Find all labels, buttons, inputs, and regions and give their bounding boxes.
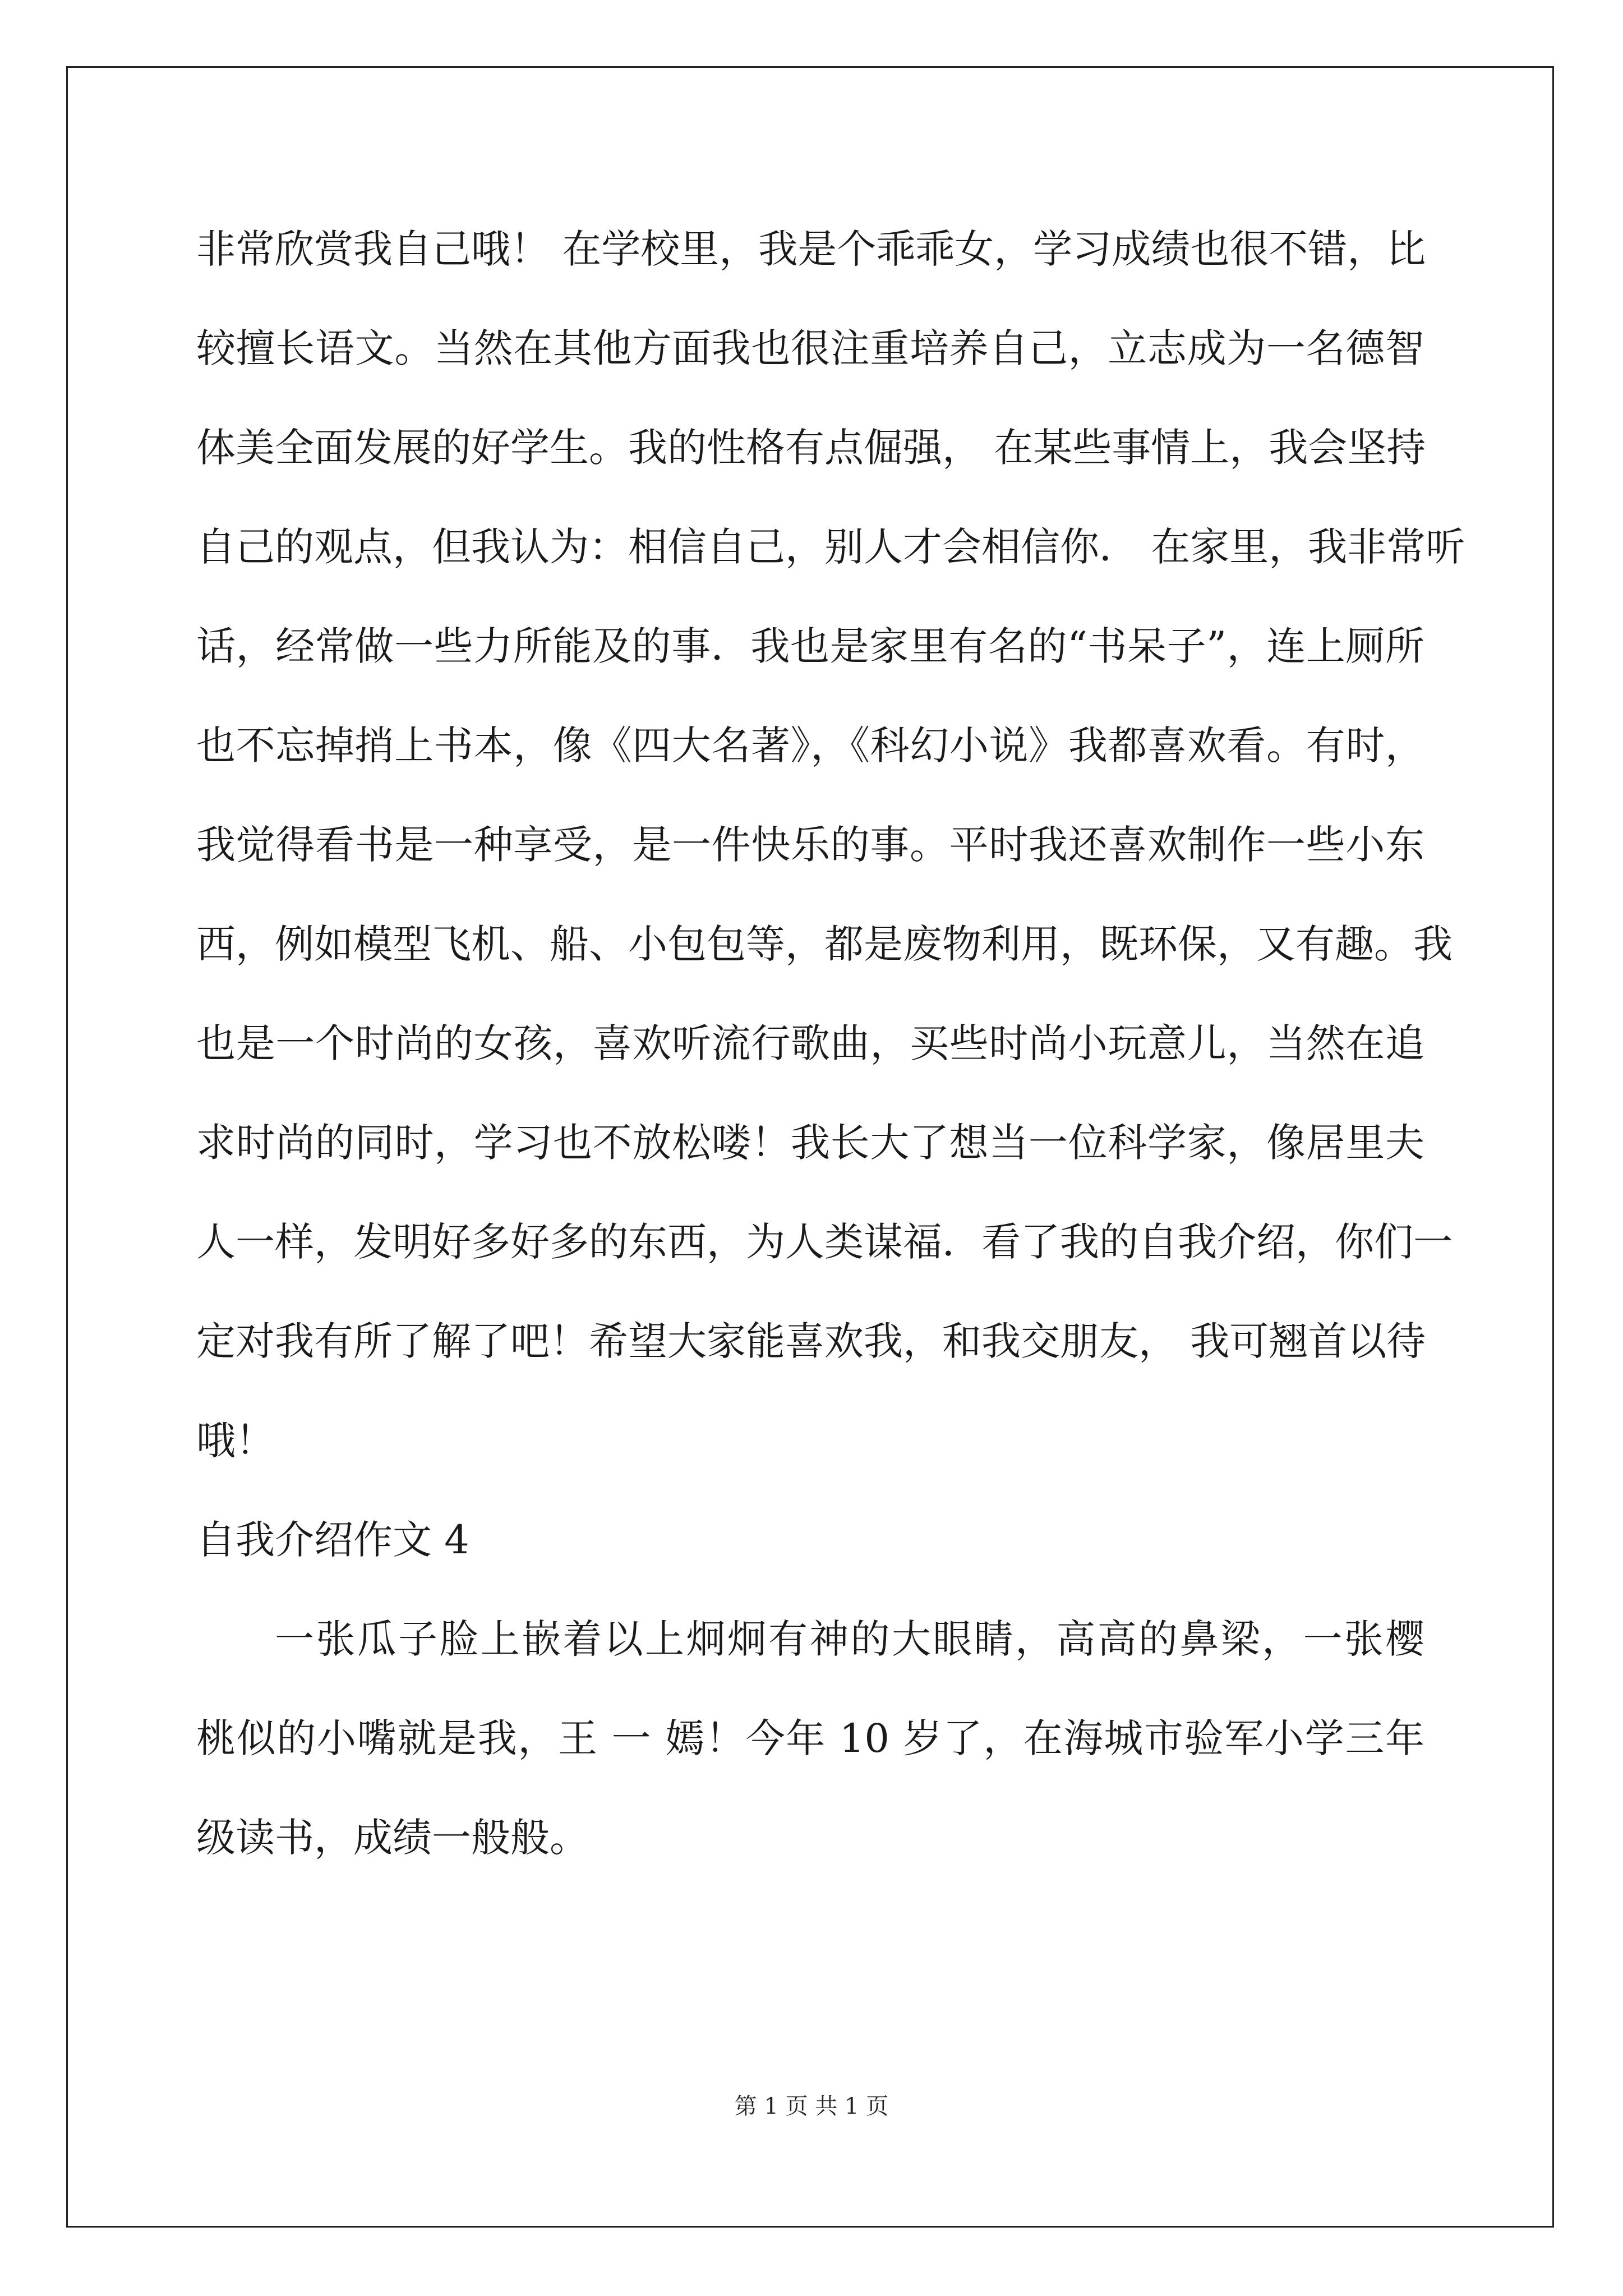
paragraph-line: 西，例如模型飞机、船、小包包等，都是废物利用，既环保，又有趣。我 [196, 921, 1453, 967]
paragraph-line: 人一样，发明好多好多的东西，为人类谋福．看了我的自我介绍，你们一 [196, 1219, 1453, 1265]
paragraph-line: 话，经常做一些力所能及的事．我也是家里有名的“书呆子”，连上厕所 [196, 623, 1424, 669]
paragraph-line: 桃似的小嘴就是我，王 一 嫣！今年 10 岁了，在海城市验军小学三年 [196, 1715, 1424, 1761]
document-body [196, 218, 1465, 1906]
paragraph-line: 哦！ [196, 1418, 275, 1464]
paragraph-line: 求时尚的同时，学习也不放松喽！我长大了想当一位科学家，像居里夫 [196, 1120, 1424, 1166]
paragraph-line: 较擅长语文。当然在其他方面我也很注重培养自己，立志成为一名德智 [196, 325, 1424, 371]
paragraph-line: 体美全面发展的好学生。我的性格有点倔强， 在某些事情上，我会坚持 [196, 425, 1426, 471]
paragraph-line: 级读书，成绩一般般。 [196, 1815, 589, 1861]
paragraph-line: 一张瓜子脸上嵌着以上炯炯有神的大眼睛，高高的鼻梁，一张樱 [275, 1616, 1424, 1662]
paragraph-line: 非常欣赏我自己哦！ 在学校里，我是个乖乖女，学习成绩也很不错，比 [196, 226, 1426, 272]
paragraph-line: 也不忘掉捎上书本，像《四大名著》，《科幻小说》我都喜欢看。有时， [196, 723, 1424, 769]
section-title: 自我介绍作文 4 [196, 1517, 469, 1563]
paragraph-line: 我觉得看书是一种享受，是一件快乐的事。平时我还喜欢制作一些小东 [196, 822, 1424, 868]
paragraph-line: 定对我有所了解了吧！希望大家能喜欢我，和我交朋友， 我可翘首以待 [196, 1318, 1426, 1364]
paragraph-line: 也是一个时尚的女孩，喜欢听流行歌曲，买些时尚小玩意儿，当然在追 [196, 1020, 1424, 1066]
paragraph-line: 自己的观点，但我认为：相信自己，别人才会相信你． 在家里，我非常听 [196, 524, 1465, 570]
page-number-footer: 第 1 页 共 1 页 [734, 2093, 889, 2119]
